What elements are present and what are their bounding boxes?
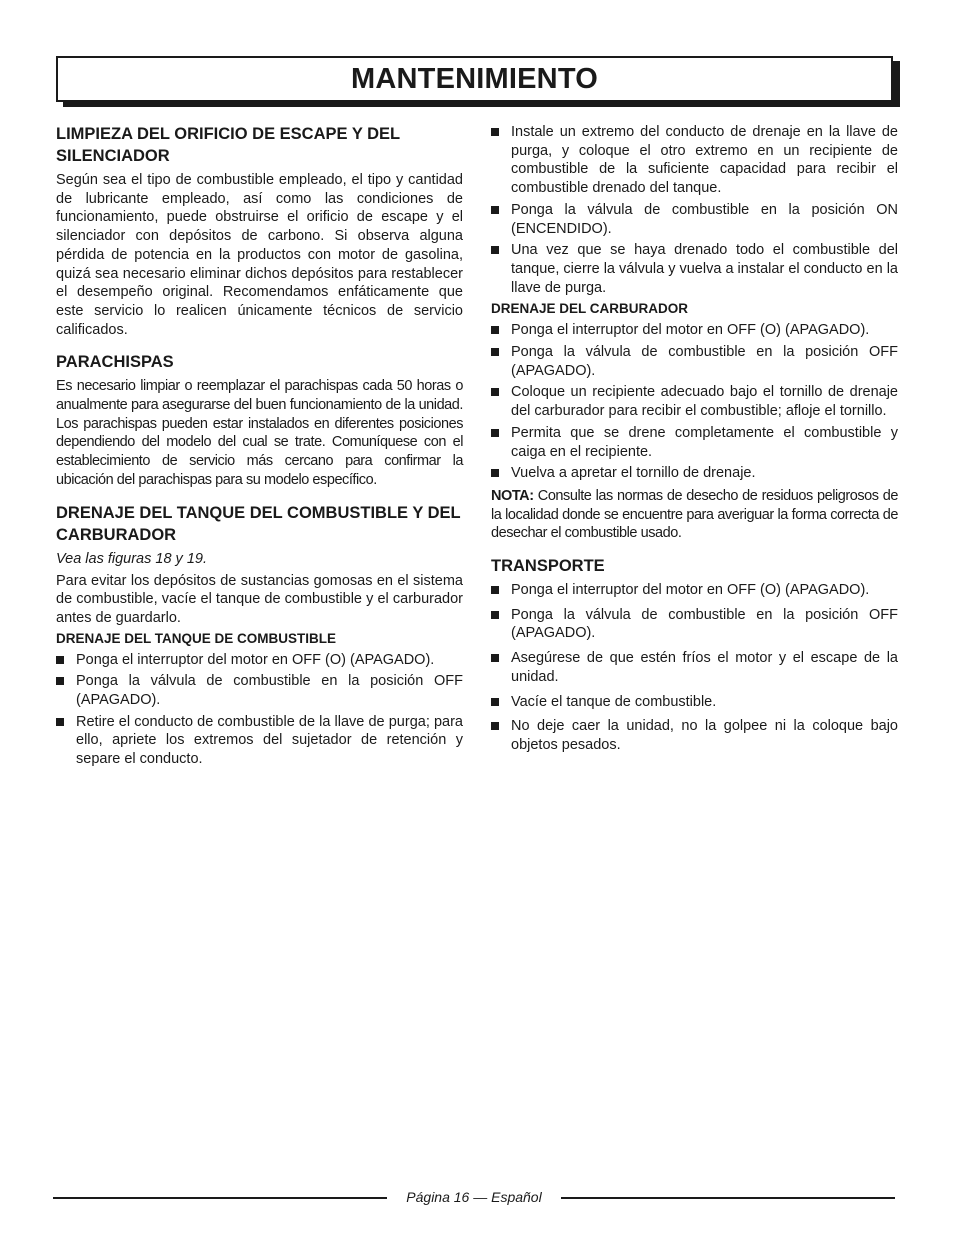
page-title: MANTENIMIENTO bbox=[351, 62, 598, 95]
list-item: No deje caer la unidad, no la golpee ni la coloque bajo objetos pesados. bbox=[491, 717, 898, 754]
list-item: Ponga el interruptor del motor en OFF (O) (APAGADO). bbox=[491, 321, 898, 340]
section-heading-exhaust: LIMPIEZA DEL ORIFICIO DE ESCAPE Y DEL SILENCIADOR bbox=[56, 125, 400, 165]
note-text: Consulte las normas de desecho de residuos peligrosos de la localidad donde se encuentre para averiguar la forma correcta de desechar el combustible usado. bbox=[491, 487, 898, 542]
section-body-spark-arrestor: Es necesario limpiar o reemplazar el parachispas cada 50 horas o anualmente para asegurarse del buen funcionamiento de la unidad. Los parachispas pueden estar instalados en diferentes posiciones dependiendo del modelo del cual se trate. Comuníquese con el establecimiento de servicio más cercano para confirmar la ubicación del parachispas para su modelo específico. bbox=[56, 378, 463, 488]
section-heading-transport: TRANSPORTE bbox=[491, 557, 605, 576]
note-label: NOTA: bbox=[491, 487, 534, 504]
page-number: Página 16 — Español bbox=[406, 1189, 542, 1205]
page-footer bbox=[53, 1187, 895, 1207]
list-item: Ponga la válvula de combustible en la posición OFF (APAGADO). bbox=[491, 606, 898, 643]
section-heading-spark-arrestor: PARACHISPAS bbox=[56, 353, 174, 372]
list-item: Vacíe el tanque de combustible. bbox=[491, 693, 898, 712]
section-heading-drain: DRENAJE DEL TANQUE DEL COMBUSTIBLE Y DEL CARBURADOR bbox=[56, 503, 461, 544]
figure-reference: Vea las figuras 18 y 19. bbox=[56, 550, 207, 567]
list-item: Ponga la válvula de combustible en la posición ON (ENCENDIDO). bbox=[491, 201, 898, 238]
list-item: Asegúrese de que estén fríos el motor y el escape de la unidad. bbox=[491, 649, 898, 686]
section-body-exhaust: Según sea el tipo de combustible empleado, el tipo y cantidad de lubricante empleado, así como las condiciones de funcionamiento, puede obstruirse el orificio de escape y el silenciador con depósitos de carbono. Si observa alguna pérdida de potencia en la productos con motor de gasolina, quizá sea necesario eliminar dichos depósitos para restablecer el desempeño original. Recomendamos enfáticamente que este servicio lo realicen únicamente técnicos de servicio calificados. bbox=[56, 172, 463, 338]
subheading-tank-drain: DRENAJE DEL TANQUE DE COMBUSTIBLE bbox=[56, 630, 337, 646]
list-item: Coloque un recipiente adecuado bajo el tornillo de drenaje del carburador para recibir el combustible; afloje el tornillo. bbox=[491, 383, 898, 420]
list-item: Retire el conducto de combustible de la llave de purga; para ello, apriete los extremos del sujetador de retención y separe el conducto. bbox=[56, 713, 463, 769]
page-title-box bbox=[56, 56, 893, 102]
footer-rule-left bbox=[53, 1197, 387, 1199]
footer-rule-right bbox=[561, 1197, 895, 1199]
list-item: Una vez que se haya drenado todo el combustible del tanque, cierre la válvula y vuelva a instalar el conducto en la llave de purga. bbox=[491, 241, 898, 297]
tank-drain-list-continued bbox=[491, 123, 898, 297]
list-item: Ponga la válvula de combustible en la posición OFF (APAGADO). bbox=[491, 343, 898, 380]
list-item: Instale un extremo del conducto de drenaje en la llave de purga, y coloque el otro extremo en un recipiente de combustible de la suficiente capacidad para recibir el combustible drenado del tanque. bbox=[491, 123, 898, 198]
tank-drain-list bbox=[56, 651, 463, 769]
left-column bbox=[56, 123, 463, 772]
list-item: Ponga el interruptor del motor en OFF (O) (APAGADO). bbox=[56, 651, 463, 670]
list-item: Ponga la válvula de combustible en la posición OFF (APAGADO). bbox=[56, 672, 463, 709]
list-item: Vuelva a apretar el tornillo de drenaje. bbox=[491, 464, 898, 483]
subheading-carburetor-drain: DRENAJE DEL CARBURADOR bbox=[491, 301, 689, 317]
section-body-drain: Para evitar los depósitos de sustancias gomosas en el sistema de combustible, vacíe el tanque de combustible y el carburador antes de guardarlo. bbox=[56, 572, 463, 626]
list-item: Permita que se drene completamente el combustible y caiga en el recipiente. bbox=[491, 424, 898, 461]
transport-list bbox=[491, 581, 898, 755]
note-paragraph bbox=[491, 487, 898, 543]
list-item: Ponga el interruptor del motor en OFF (O) (APAGADO). bbox=[491, 581, 898, 600]
right-column bbox=[491, 123, 898, 761]
carburetor-drain-list bbox=[491, 321, 898, 483]
